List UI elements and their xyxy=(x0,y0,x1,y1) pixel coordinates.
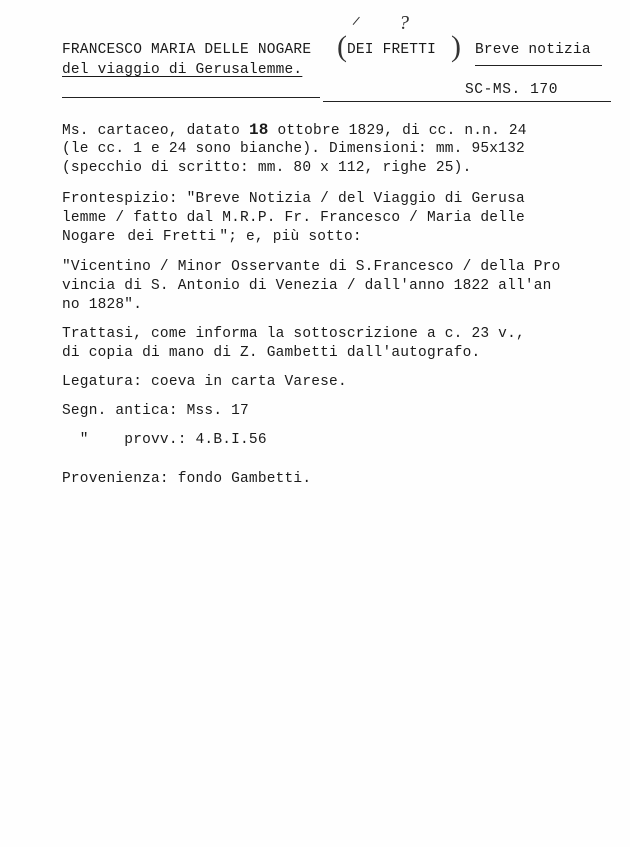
title-page-line-2: lemme / fatto dal M.R.P. Fr. Francesco / Maria delle xyxy=(62,210,525,226)
provisional-shelfmark-line: " provv.: 4.B.I.56 xyxy=(62,432,267,448)
title-page-text: "; e, più sotto: xyxy=(219,229,362,245)
circled-name: dei Fretti xyxy=(127,229,217,245)
header-rule-left xyxy=(62,97,320,98)
title-page-line-1: Frontespizio: "Breve Notizia / del Viaggio di Gerusa xyxy=(62,191,525,207)
header-rule-right xyxy=(323,101,611,102)
handwritten-tick xyxy=(353,17,362,27)
description-text: Ms. cartaceo, datato xyxy=(62,123,249,139)
note-line-1: Trattasi, come informa la sottoscrizione a c. 23 v., xyxy=(62,326,525,342)
handwritten-paren-open: ( xyxy=(337,30,347,63)
shelfmark: SC-MS. 170 xyxy=(465,82,559,98)
title-underline xyxy=(475,65,602,66)
quote-line-1: "Vicentino / Minor Osservante di S.Francesco / della Pro xyxy=(62,259,561,275)
work-title-continued: del viaggio di Gerusalemme. xyxy=(62,62,303,78)
handwritten-query-mark: ? xyxy=(399,12,409,34)
handwritten-paren-close: ) xyxy=(451,30,461,63)
description-line-1 xyxy=(62,122,527,140)
title-page-line-3 xyxy=(62,229,362,246)
quote-line-2: vincia di S. Antonio di Venezia / dall'anno 1822 all'an xyxy=(62,278,552,294)
author-line xyxy=(62,42,311,59)
description-text: ottobre 1829, di cc. n.n. 24 xyxy=(268,123,527,139)
title-page-text: Nogare xyxy=(62,229,125,245)
work-title: Breve notizia xyxy=(475,42,591,58)
description-line-3: (specchio di scritto: mm. 80 x 112, righe 25). xyxy=(62,160,472,176)
binding-line: Legatura: coeva in carta Varese. xyxy=(62,374,347,390)
quote-line-3: no 1828". xyxy=(62,297,143,313)
date-day: 18 xyxy=(248,121,269,139)
old-shelfmark-line: Segn. antica: Mss. 17 xyxy=(62,403,249,419)
description-line-2: (le cc. 1 e 24 sono bianche). Dimensioni: mm. 95x132 xyxy=(62,141,525,157)
author-name: FRANCESCO MARIA DELLE NOGARE xyxy=(62,42,312,58)
note-line-2: di copia di mano di Z. Gambetti dall'autografo. xyxy=(62,345,481,361)
provenance-line: Provenienza: fondo Gambetti. xyxy=(62,471,312,487)
author-suffix: DEI FRETTI xyxy=(347,42,437,58)
